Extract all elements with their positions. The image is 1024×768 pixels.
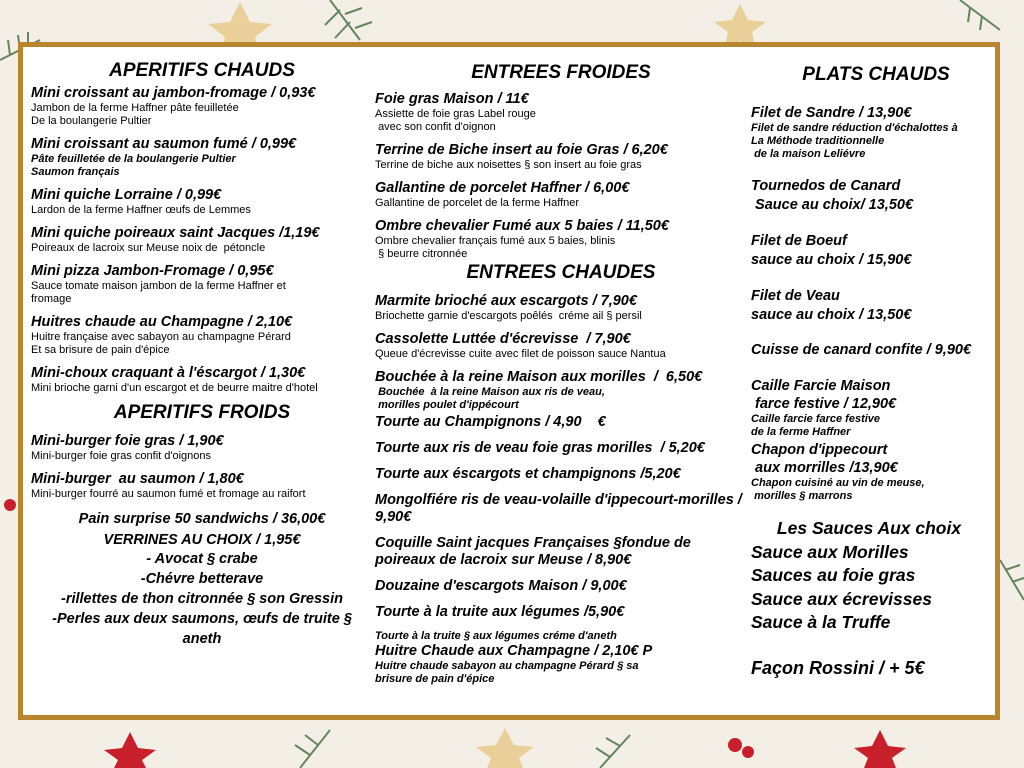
item-name: Huitres chaude au Champagne / 2,10€ — [31, 314, 293, 330]
menu-item — [375, 293, 747, 323]
menu-item — [31, 433, 373, 463]
item-name: Mini quiche Lorraine / 0,99€ — [31, 187, 222, 203]
menu-item — [31, 263, 373, 306]
sauce-option: Sauce à la Truffe — [751, 612, 891, 632]
item-desc: Mini brioche garni d'un escargot et de beurre maitre d'hotel — [31, 382, 318, 394]
pine-branch-icon — [960, 0, 1000, 30]
item-name: Caille Farcie Maison farce festive / 12,90€ — [751, 378, 897, 412]
verrine-option: -rillettes de thon citronnée § son Gressin — [60, 591, 343, 607]
pine-branch-icon — [1000, 560, 1024, 600]
column-entrees — [375, 47, 747, 686]
section-title-entrees-chaudes: ENTREES CHAUDES — [466, 262, 656, 283]
section-title-entrees-froides: ENTREES FROIDES — [471, 62, 651, 83]
item-desc: Poireaux de lacroix sur Meuse noix de pétoncle — [31, 242, 266, 254]
menu-item — [31, 85, 373, 128]
item-desc: Briochette garnie d'escargots poêlés créme ail § persil — [375, 310, 642, 322]
item-desc: Mini-burger foie gras confit d'oignons — [31, 450, 212, 462]
facon-rossini: Façon Rossini / + 5€ — [751, 657, 925, 678]
item-desc: Sauce tomate maison jambon de la ferme Haffner et fromage — [31, 280, 286, 305]
item-name: Mini pizza Jambon-Fromage / 0,95€ — [31, 263, 274, 279]
item-name: Mini-choux craquant à l'éscargot / 1,30€ — [31, 365, 306, 381]
menu-item — [31, 314, 373, 357]
verrine-option: - Avocat § crabe — [146, 551, 258, 567]
pine-branch-icon — [596, 735, 630, 768]
menu-item — [375, 218, 747, 261]
menu-item-name: Tourte au Champignons / 4,90 € — [375, 414, 606, 430]
sauce-option: Sauces au foie gras — [751, 565, 916, 585]
star-icon — [476, 728, 534, 768]
verrines-title: VERRINES AU CHOIX / 1,95€ — [103, 532, 301, 548]
menu-item — [375, 142, 747, 172]
item-name: Mini-burger au saumon / 1,80€ — [31, 471, 244, 487]
item-name: Huitre Chaude aux Champagne / 2,10€ P — [375, 643, 653, 659]
menu-item — [375, 180, 747, 210]
red-star-icon — [854, 730, 906, 768]
sauce-option: Sauce aux écrevisses — [751, 588, 932, 609]
menu-item-name: Tourte aux ris de veau foie gras morilles / 5,20€ — [375, 440, 705, 456]
item-name: Ombre chevalier Fumé aux 5 baies / 11,50€ — [375, 218, 669, 234]
menu-item-name: Douzaine d'escargots Maison / 9,00€ — [375, 578, 627, 594]
item-name: Tournedos de Canard Sauce au choix/ 13,50€ — [751, 178, 914, 213]
item-desc: Gallantine de porcelet de la ferme Haffner — [375, 197, 580, 209]
menu-item — [751, 232, 1001, 270]
menu-item-name: Coquille Saint jacques Françaises §fondue de poireaux de lacroix sur Meuse / 8,90€ — [375, 535, 695, 568]
section-title-aperitifs-chauds: APERITIFS CHAUDS — [109, 60, 295, 81]
item-name: Cuisse de canard confite / 9,90€ — [751, 342, 972, 358]
item-name: Chapon d'ippecourt aux morrilles /13,90€ — [751, 442, 898, 476]
item-name: Mini croissant au jambon-fromage / 0,93€ — [31, 85, 316, 101]
sauces-title: Les Sauces Aux choix — [776, 518, 962, 538]
column-aperitifs — [31, 47, 373, 649]
sauce-option: Sauce aux Morilles — [751, 541, 909, 562]
menu-frame — [18, 42, 1000, 720]
red-star-icon — [104, 732, 156, 768]
menu-item — [751, 441, 1001, 503]
item-desc: Jambon de la ferme Haffner pâte feuilletée De la boulangerie Pultier — [31, 102, 239, 127]
menu-item-name: Tourte à la truite aux légumes /5,90€ — [375, 604, 625, 620]
berry-icon — [728, 738, 742, 752]
menu-item — [31, 471, 373, 501]
menu-item — [31, 136, 373, 179]
item-desc: Lardon de la ferme Haffner œufs de Lemmes — [31, 204, 251, 216]
berry-icon — [4, 499, 16, 511]
menu-item — [751, 377, 1001, 439]
menu-item-name: Tourte aux éscargots et champignons /5,20€ — [375, 466, 681, 482]
column-plats — [751, 47, 1001, 680]
item-desc: Huitre française avec sabayon au champagne Pérard Et sa brisure de pain d'épice — [31, 331, 291, 356]
item-desc: Filet de sandre réduction d'échalottes à La Méthode traditionnelle de la maison Leliévre — [751, 122, 958, 160]
section-title-aperitifs-froids: APERITIFS FROIDS — [113, 402, 291, 423]
menu-item-name: Mongolfiére ris de veau-volaille d'ippecourt-morilles / 9,90€ — [375, 492, 746, 525]
item-desc: Terrine de biche aux noisettes § son insert au foie gras — [375, 159, 642, 171]
item-name: Cassolette Luttée d'écrevisse / 7,90€ — [375, 331, 631, 347]
item-name: Mini croissant au saumon fumé / 0,99€ — [31, 136, 297, 152]
item-name: Gallantine de porcelet Haffner / 6,00€ — [375, 180, 630, 196]
menu-item — [751, 342, 1001, 359]
item-name: Filet de Boeuf sauce au choix / 15,90€ — [751, 233, 912, 268]
item-desc: Tourte à la truite § aux légumes créme d'aneth — [375, 630, 617, 642]
item-desc: Chapon cuisiné au vin de meuse, morilles § marrons — [751, 477, 925, 502]
menu-item — [375, 643, 747, 686]
menu-item — [375, 331, 747, 361]
item-desc: Ombre chevalier français fumé aux 5 baies, blinis § beurre citronnée — [375, 235, 616, 260]
item-desc: Huitre chaude sabayon au champagne Pérard § sa brisure de pain d'épice — [375, 660, 639, 685]
item-desc: Queue d'écrevisse cuite avec filet de poisson sauce Nantua — [375, 348, 666, 360]
pain-surprise: Pain surprise 50 sandwichs / 36,00€ — [78, 511, 326, 527]
item-desc: Mini-burger fourré au saumon fumé et fromage au raifort — [31, 488, 306, 500]
menu-item — [31, 187, 373, 217]
item-desc: Assiette de foie gras Label rouge avec son confit d'oignon — [375, 108, 536, 133]
item-name: Foie gras Maison / 11€ — [375, 91, 529, 107]
menu-item — [751, 177, 1001, 215]
pine-branch-icon — [295, 730, 330, 768]
item-name: Terrine de Biche insert au foie Gras / 6,20€ — [375, 142, 668, 158]
item-name: Bouchée à la reine Maison aux morilles / 6,50€ — [375, 369, 703, 385]
pine-branch-icon — [325, 0, 372, 40]
berry-icon — [742, 746, 754, 758]
item-name: Mini quiche poireaux saint Jacques /1,19€ — [31, 225, 320, 241]
item-name: Filet de Veau sauce au choix / 13,50€ — [751, 288, 912, 323]
verrine-option: -Chévre betterave — [140, 571, 264, 587]
item-name: Filet de Sandre / 13,90€ — [751, 105, 912, 121]
menu-item — [375, 369, 747, 412]
verrine-option: -Perles aux deux saumons, œufs de truite § aneth — [52, 611, 356, 647]
item-name: Marmite brioché aux escargots / 7,90€ — [375, 293, 637, 309]
menu-item — [375, 91, 747, 134]
menu-item — [31, 225, 373, 255]
menu-item — [751, 287, 1001, 325]
item-desc: Caille farcie farce festive de la ferme Haffner — [751, 413, 881, 438]
item-desc: Bouchée à la reine Maison aux ris de veau, morilles poulet d'ippécourt — [378, 386, 605, 411]
menu-item — [31, 365, 373, 395]
item-desc: Pâte feuilletée de la boulangerie Pultier Saumon français — [31, 153, 236, 178]
menu-item — [751, 105, 1001, 161]
section-title-plats-chauds: PLATS CHAUDS — [802, 64, 950, 85]
item-name: Mini-burger foie gras / 1,90€ — [31, 433, 224, 449]
